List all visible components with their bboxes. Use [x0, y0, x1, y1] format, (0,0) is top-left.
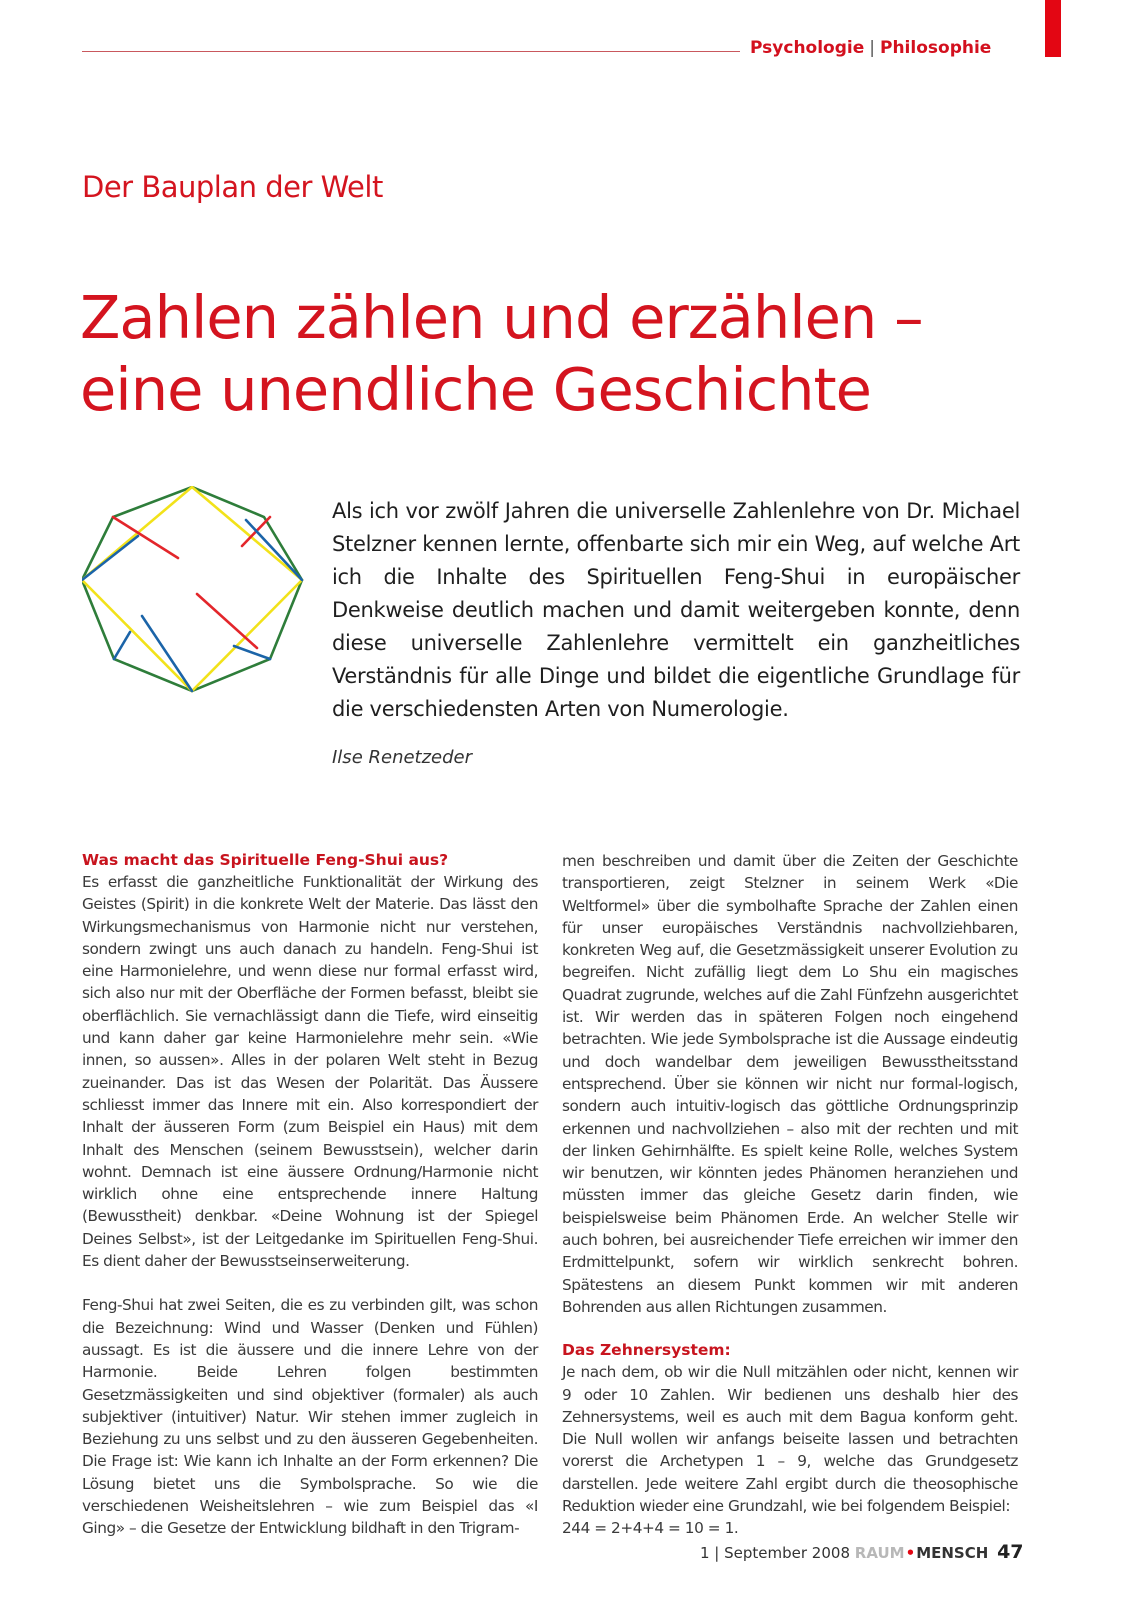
headline-line-1: Zahlen zählen und erzählen –	[80, 283, 923, 352]
issue-date: 1 | September 2008	[700, 1544, 850, 1562]
article-kicker: Der Bauplan der Welt	[82, 170, 383, 204]
page-footer	[700, 1541, 1024, 1563]
section-psychologie: Psychologie	[750, 38, 865, 58]
octagon-figure	[82, 486, 312, 716]
article-author: Ilse Renetzeder	[332, 747, 473, 768]
brand-dot: •	[905, 1544, 916, 1562]
magazine-brand	[855, 1544, 989, 1562]
subheading-zehnersystem: Das Zehnersystem:	[562, 1341, 731, 1360]
body-paragraph: Feng-Shui hat zwei Seiten, die es zu verbinden gilt, was schon die Bezeichnung: Wind und Wasser (Denken und Fühlen) aussagt. Es ist die äussere und die innere Lehre von der Harmonie. Beide Lehren folgen bestimmten Gesetzmässigkeiten und sind objektiver (formaler) als auch subjektiver (intuitiver) Natur. Wir stehen immer zugleich in Beziehung zu uns selbst und zu den äusseren Gegebenheiten. Die Frage ist: Wie kann ich Inhalte an der Form erkennen? Die Lösung bietet uns die Symbolsprache. So wie die verschiedenen Weisheitslehren – wie zum Beispiel das «I Ging» – die Gesetze der Entwicklung bildhaft in den Trigram-	[82, 1296, 538, 1538]
body-column-right	[562, 850, 1018, 1540]
body-paragraph: Es erfasst die ganzheitliche Funktionalität der Wirkung des Geistes (Spirit) in die konkrete Welt der Materie. Das lässt den Wirkungsmechanismus von Harmonie nicht nur verstehen, sondern zwingt uns auch danach zu handeln. Feng-Shui ist eine Harmonielehre, und wenn diese nur formal erfasst wird, sich also nur mit der Oberfläche der Formen befasst, bleibt sie oberflächlich. Sie vernachlässigt dann die Tiefe, wird einseitig und kann daher gar keine Harmonielehre mehr sein. «Wie innen, so aussen». Alles in der polaren Welt steht in Bezug zueinander. Das ist das Wesen der Polarität. Das Äussere schliesst immer das Innere mit ein. Also korrespondiert der Inhalt der äusseren Form (zum Beispiel ein Haus) mit dem Inhalt des Menschen (seinem Bewusstsein), welcher darin wohnt. Demnach ist eine äussere Ordnung/Harmonie nicht wirklich ohne eine entsprechende innere Haltung (Bewusstheit) denkbar. «Deine Wohnung ist der Spiegel Deines Selbst», ist der Leitgedanke im Spirituellen Feng-Shui. Es dient daher der Bewusstseinserweiterung.	[82, 873, 538, 1271]
section-separator: |	[869, 38, 875, 58]
article-lead: Als ich vor zwölf Jahren die universelle Zahlenlehre von Dr. Michael Stelzner kennen lernte, offenbarte sich mir ein Weg, auf welche Art ich die Inhalte des Spirituellen Feng-Shui in europäischer Denkweise deutlich machen und damit weitergeben konnte, denn diese universelle Zahlenlehre vermittelt ein ganzheitliches Verständnis für alle Dinge und bildet die eigentliche Grundlage für die verschiedensten Arten von Numerologie.	[332, 499, 1020, 721]
body-column-left	[82, 850, 538, 1540]
brand-raum: RAUM	[854, 1544, 905, 1562]
body-paragraph: Je nach dem, ob wir die Null mitzählen oder nicht, kennen wir 9 oder 10 Zahlen. Wir bedienen uns deshalb hier des Zehnersystems, weil es auch mit dem Bagua konform geht. Die Null wollen wir anfangs beiseite lassen und betrachten vorerst die Archetypen 1 – 9, welche das Grundgesetz darstellen. Jede weitere Zahl ergibt durch die theosophische Reduktion wieder eine Grundzahl, wie bei folgendem Beispiel:	[562, 1363, 1018, 1516]
example-equation: 244 = 2+4+4 = 10 = 1.	[562, 1519, 739, 1538]
section-label	[750, 38, 1020, 58]
blue-lines	[82, 520, 302, 691]
subheading-feng-shui: Was macht das Spirituelle Feng-Shui aus?	[82, 851, 449, 869]
body-paragraph: men beschreiben und damit über die Zeiten der Geschichte transportieren, zeigt Stelzner in seinem Werk «Die Weltformel» über die symbolhafte Sprache der Zahlen einen für unser europäisches Verständnis nachvollziehbaren, konkreten Weg auf, die Gesetzmässigkeit unserer Evolution zu begreifen. Nicht zufällig liegt dem Lo Shu ein magisches Quadrat zugrunde, welches auf die Zahl Fünfzehn ausgerichtet ist. Wir werden das in späteren Folgen noch eingehend betrachten. Wie jede Symbolsprache ist die Aussage eindeutig und doch wandelbar dem jeweiligen Bewusstheitsstand entsprechend. Über sie können wir nicht nur formal-logisch, sondern auch intuitiv-logisch das göttliche Ordnungsprinzip erkennen und nachvollziehen – also mit der rechten und mit der linken Gehirnhälfte. Es spielt keine Rolle, welches System wir benutzen, wir könnten jedes Phänomen heranziehen und müssten immer das gleiche Gesetz darin finden, wie beispielsweise beim Phänomen Erde. An welcher Stelle wir auch bohren, bei ausreichender Tiefe erreichen wir immer den Erdmittelpunkt, sofern wir wirklich senkrecht bohren. Spätestens an diesem Punkt kommen wir mit anderen Bohrenden aus allen Richtungen zusammen.	[562, 852, 1018, 1316]
headline-line-2: eine unendliche Geschichte	[80, 355, 871, 424]
article-headline	[80, 282, 923, 426]
page-edge-tab	[1045, 0, 1061, 57]
header-rule	[82, 51, 740, 52]
page-number: 47	[997, 1541, 1024, 1563]
brand-mensch: MENSCH	[916, 1544, 989, 1562]
section-philosophie: Philosophie	[880, 38, 992, 58]
